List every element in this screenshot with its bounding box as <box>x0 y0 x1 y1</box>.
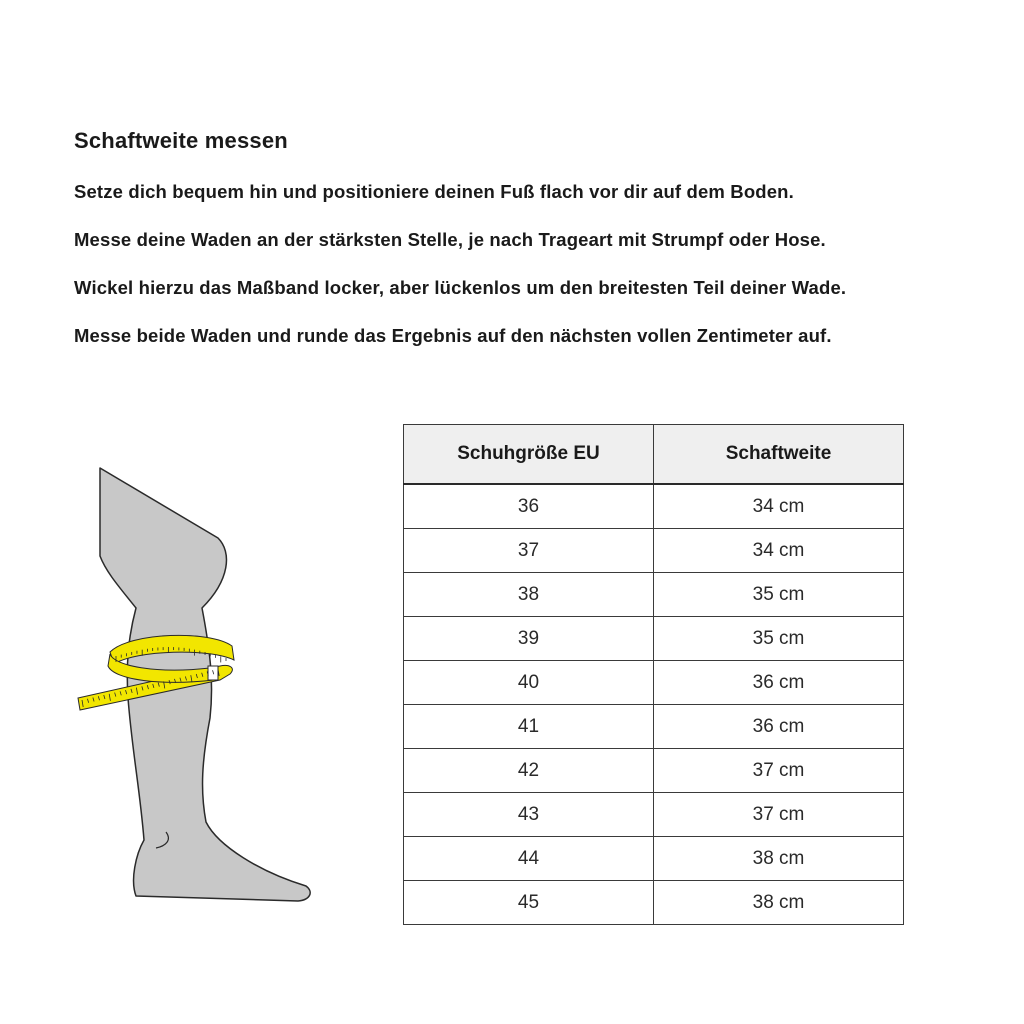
cell-shaft-width: 38 cm <box>654 881 904 925</box>
cell-shaft-width: 35 cm <box>654 617 904 661</box>
cell-shaft-width: 34 cm <box>654 529 904 573</box>
table-row <box>404 793 904 837</box>
table-row <box>404 529 904 573</box>
cell-shoe-size: 44 <box>404 837 654 881</box>
table-row <box>404 661 904 705</box>
cell-shaft-width: 34 cm <box>654 484 904 529</box>
cell-shaft-width: 36 cm <box>654 705 904 749</box>
instruction-sit: Setze dich bequem hin und positioniere deinen Fuß flach vor dir auf dem Boden. <box>74 181 794 202</box>
table-row <box>404 573 904 617</box>
leg-with-tape-measure-icon <box>70 460 330 910</box>
cell-shaft-width: 36 cm <box>654 661 904 705</box>
cell-shaft-width: 37 cm <box>654 793 904 837</box>
cell-shoe-size: 39 <box>404 617 654 661</box>
instruction-round-result: Messe beide Waden und runde das Ergebnis auf den nächsten vollen Zentimeter auf. <box>74 325 832 346</box>
cell-shaft-width: 38 cm <box>654 837 904 881</box>
size-chart-table <box>403 424 904 925</box>
instruction-measure-calf: Messe deine Waden an der stärksten Stelle, je nach Trageart mit Strumpf oder Hose. <box>74 229 826 250</box>
table-row <box>404 705 904 749</box>
cell-shoe-size: 42 <box>404 749 654 793</box>
table-row <box>404 617 904 661</box>
cell-shoe-size: 41 <box>404 705 654 749</box>
table-header-row <box>404 425 904 485</box>
cell-shoe-size: 37 <box>404 529 654 573</box>
cell-shoe-size: 36 <box>404 484 654 529</box>
cell-shoe-size: 45 <box>404 881 654 925</box>
table-row <box>404 837 904 881</box>
column-header-shaft-width: Schaftweite <box>654 425 904 485</box>
cell-shaft-width: 37 cm <box>654 749 904 793</box>
column-header-shoe-size: Schuhgröße EU <box>404 425 654 485</box>
cell-shoe-size: 43 <box>404 793 654 837</box>
table-row <box>404 881 904 925</box>
table-row <box>404 749 904 793</box>
page-title: Schaftweite messen <box>74 128 288 153</box>
cell-shoe-size: 38 <box>404 573 654 617</box>
leg-silhouette <box>100 468 310 901</box>
cell-shoe-size: 40 <box>404 661 654 705</box>
instruction-wrap-tape: Wickel hierzu das Maßband locker, aber lückenlos um den breitesten Teil deiner Wade. <box>74 277 847 298</box>
leg-measuring-illustration <box>70 460 330 910</box>
table-row <box>404 484 904 529</box>
cell-shaft-width: 35 cm <box>654 573 904 617</box>
